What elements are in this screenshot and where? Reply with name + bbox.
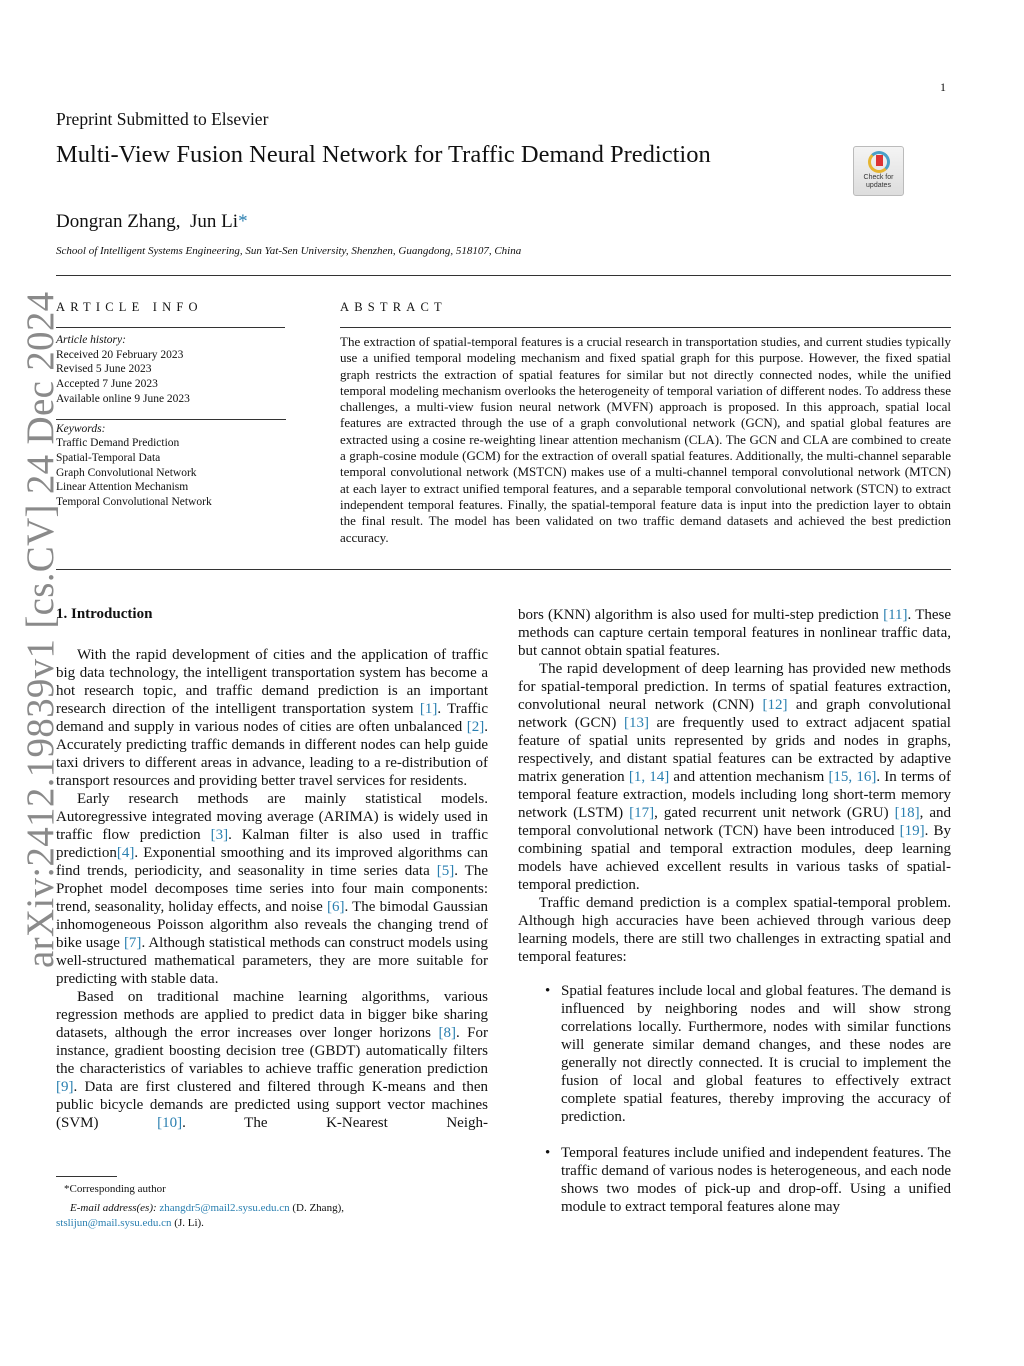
citation-link[interactable]: [2] (466, 719, 485, 735)
citation-link[interactable]: [4] (116, 845, 135, 861)
divider (56, 419, 286, 420)
email-link[interactable]: zhangdr5@mail2.sysu.edu.cn (159, 1202, 290, 1214)
history-item: Received 20 February 2023 (56, 348, 184, 361)
keyword: Traffic Demand Prediction (56, 437, 180, 450)
page-number: 1 (940, 80, 946, 94)
citation-link[interactable]: [9] (56, 1079, 74, 1095)
corresponding-mark[interactable]: * (238, 211, 248, 232)
history-label: Article history: (56, 334, 126, 346)
paper-title: Multi-View Fusion Neural Network for Traffic Demand Prediction (56, 141, 711, 168)
affiliation: School of Intelligent Systems Engineering, Sun Yat-Sen University, Shenzhen, Guangdong, 518107, China (56, 245, 522, 257)
keyword: Spatial-Temporal Data (56, 451, 161, 464)
divider (56, 569, 951, 570)
citation-link[interactable]: [8] (438, 1025, 456, 1041)
email-owner: (J. Li). (171, 1217, 204, 1229)
author-2: Jun Li (190, 211, 239, 232)
citation-link[interactable]: [1] (419, 701, 438, 717)
email-owner: (D. Zhang), (289, 1202, 344, 1214)
keyword: Graph Convolutional Network (56, 466, 197, 479)
journal-note: Preprint Submitted to Elsevier (56, 109, 269, 129)
paragraph: Traffic demand prediction is a complex spatial-temporal problem. Although high accuracies have been achieved through various deep learning models, there are still two challenges in extracting spatial and temporal features: (518, 895, 951, 965)
paragraph: Early research methods are mainly statistical models. Autoregressive integrated moving average (ARIMA) is widely used in traffic flow prediction [3]. Kalman filter is also used in traffic prediction[4]. Exponential smoothing and its improved algorithms can find trends, periodicity, and seasonality in time series data [5]. The Prophet model decomposes time series into four main components: trend, seasonality, holiday effects, and noise [6]. The bimodal Gaussian inhomogeneous Poisson algorithm also reveals the changing trend of bike usage [7]. Although statistical methods can construct models using well-structured mathematical parameters, they are more suitable for predicting with stable data. (56, 791, 488, 987)
abstract-heading: ABSTRACT (340, 300, 447, 314)
list-item: • Temporal features include unified and independent features. The traffic demand of various nodes is heterogeneous, and each node shows two modes of pick-up and drop-off. Using a unified module to extract temporal features alone may (561, 1144, 951, 1216)
email-link[interactable]: stslijun@mail.sysu.edu.cn (56, 1217, 172, 1229)
footnote (56, 1182, 496, 1231)
list-item: • Spatial features include local and global features. The demand is influenced by neighboring nodes and will show strong correlations locally. Furthermore, nodes with similar functions will generate similar demand changes, and these nodes are generally not directly connected. It is crucial to implement the fusion of local and global features to effectively extract complete spatial features, thereby improving the accuracy of prediction. (561, 982, 951, 1126)
divider (56, 275, 951, 276)
citation-link[interactable]: [13] (623, 715, 649, 731)
author-1: Dongran Zhang, (56, 211, 181, 232)
citation-link[interactable]: [3] (210, 827, 229, 843)
citation-link[interactable]: [1, 14] (628, 769, 670, 785)
paragraph: The rapid development of deep learning has provided new methods for spatial-temporal prediction. In terms of spatial features extraction, convolutional neural network (CNN) [12] and graph convolutional network (GCN) [13] are frequently used to extract adjacent spatial feature of spatial units represented by grids and nodes in graphs, respectively, and distant spatial features can be extracted by adaptive matrix generation [1, 14] and attention mechanism [15, 16]. In terms of temporal feature extraction, models including long short-term memory network (LSTM) [17], gated recurrent unit network (GRU) [18], and temporal convolutional network (TCN) have been introduced [19]. By combining spatial and temporal extraction modules, deep learning models have achieved excellent results in various tasks of spatial-temporal prediction. (518, 661, 952, 893)
citation-link[interactable]: [17] (629, 805, 655, 821)
keyword: Temporal Convolutional Network (56, 496, 212, 509)
citation-link[interactable]: [6] (326, 899, 345, 915)
citation-link[interactable]: [15, 16] (828, 769, 877, 785)
authors (56, 211, 248, 233)
keywords-label: Keywords: (56, 422, 106, 435)
email-label: E-mail address(es): (70, 1202, 157, 1214)
badge-text-1: Check for (863, 174, 894, 181)
section-heading: 1. Introduction (56, 606, 153, 622)
left-column (56, 646, 488, 1132)
article-info-heading: ARTICLE INFO (56, 300, 203, 314)
keyword: Linear Attention Mechanism (56, 481, 189, 494)
citation-link[interactable]: [7] (123, 935, 142, 951)
bookmark-icon (868, 151, 890, 173)
article-info (56, 333, 286, 510)
citation-link[interactable]: [18] (894, 805, 920, 821)
citation-link[interactable]: [11] (883, 607, 908, 623)
history-item: Available online 9 June 2023 (56, 392, 190, 405)
footnote-rule (56, 1176, 117, 1177)
history-item: Revised 5 June 2023 (56, 363, 152, 376)
divider (340, 327, 951, 328)
corresponding-note: *Corresponding author (64, 1183, 166, 1195)
citation-link[interactable]: [5] (436, 863, 455, 879)
history-item: Accepted 7 June 2023 (56, 378, 158, 391)
citation-link[interactable]: [19] (899, 823, 925, 839)
paragraph: bors (KNN) algorithm is also used for multi-step prediction [11]. These methods can capture certain temporal features in nonlinear traffic data, but cannot obtain spatial features. (518, 607, 952, 659)
citation-link[interactable]: [12] (762, 697, 788, 713)
citation-link[interactable]: [10] (157, 1115, 183, 1131)
abstract-text: The extraction of spatial-temporal features is a crucial research in transportation studies, and current studies typically use a unified temporal modeling mechanism and fixed spatial graph for this purpose. However, the fixed spatial graph restricts the extraction of spatial features for similar but not directly connected nodes, while the unified temporal modeling mechanism overlooks the heterogeneity of temporal variation of different nodes. To address these challenges, a multi-view fusion neural network (MVFN) approach is proposed. In this approach, spatial local features are extracted through the use of a graph convolutional network (GCN), and spatial global features are extracted using a cosine re-weighting linear attention mechanism (CLA). The GCN and CLA are combined to create a graph-cosine module (GCM) for the extraction of overall spatial features. Additionally, the multi-channel separable temporal convolutional network (MSTCN) makes use of a multi-channel temporal convolutional network (MTCN) at each layer to extract unified temporal features, and a separable temporal convolutional network (STCN) to extract independent temporal features. Finally, the spatial-temporal feature data is input into the prediction layer to obtain the final result. The model has been validated on two traffic demand datasets and achieved the best prediction accuracy. (340, 334, 951, 545)
check-for-updates-badge[interactable] (853, 146, 904, 196)
arxiv-watermark[interactable]: arXiv:2412.19839v1 [cs.CV] 24 Dec 2024 (19, 291, 62, 968)
challenge-list (518, 982, 951, 1216)
badge-text-2: updates (866, 181, 891, 189)
paragraph: With the rapid development of cities and the application of traffic big data technology, the intelligent transportation system has become a hot research topic, and traffic demand prediction is an important research direction of the intelligent transportation system [1]. Traffic demand and supply in various nodes of cities are often unbalanced [2]. Accurately predicting traffic demands in different nodes can help guide taxi drivers to different areas in advance, leading to a re-distribution of transport resources and providing better travel services for residents. (56, 647, 488, 789)
right-column (518, 606, 951, 1234)
divider (56, 327, 285, 328)
paragraph: Based on traditional machine learning algorithms, various regression methods are applied to predict data in bigger bike sharing datasets, although the error increases over longer horizons [8]. For instance, gradient boosting decision tree (GBDT) automatically filters the characteristics of variables to achieve traffic generation prediction [9]. Data are first clustered and filtered through K-means and then public bicycle demands are predicted using support vector machines (SVM) [10]. The K-Nearest Neigh- (56, 989, 488, 1131)
